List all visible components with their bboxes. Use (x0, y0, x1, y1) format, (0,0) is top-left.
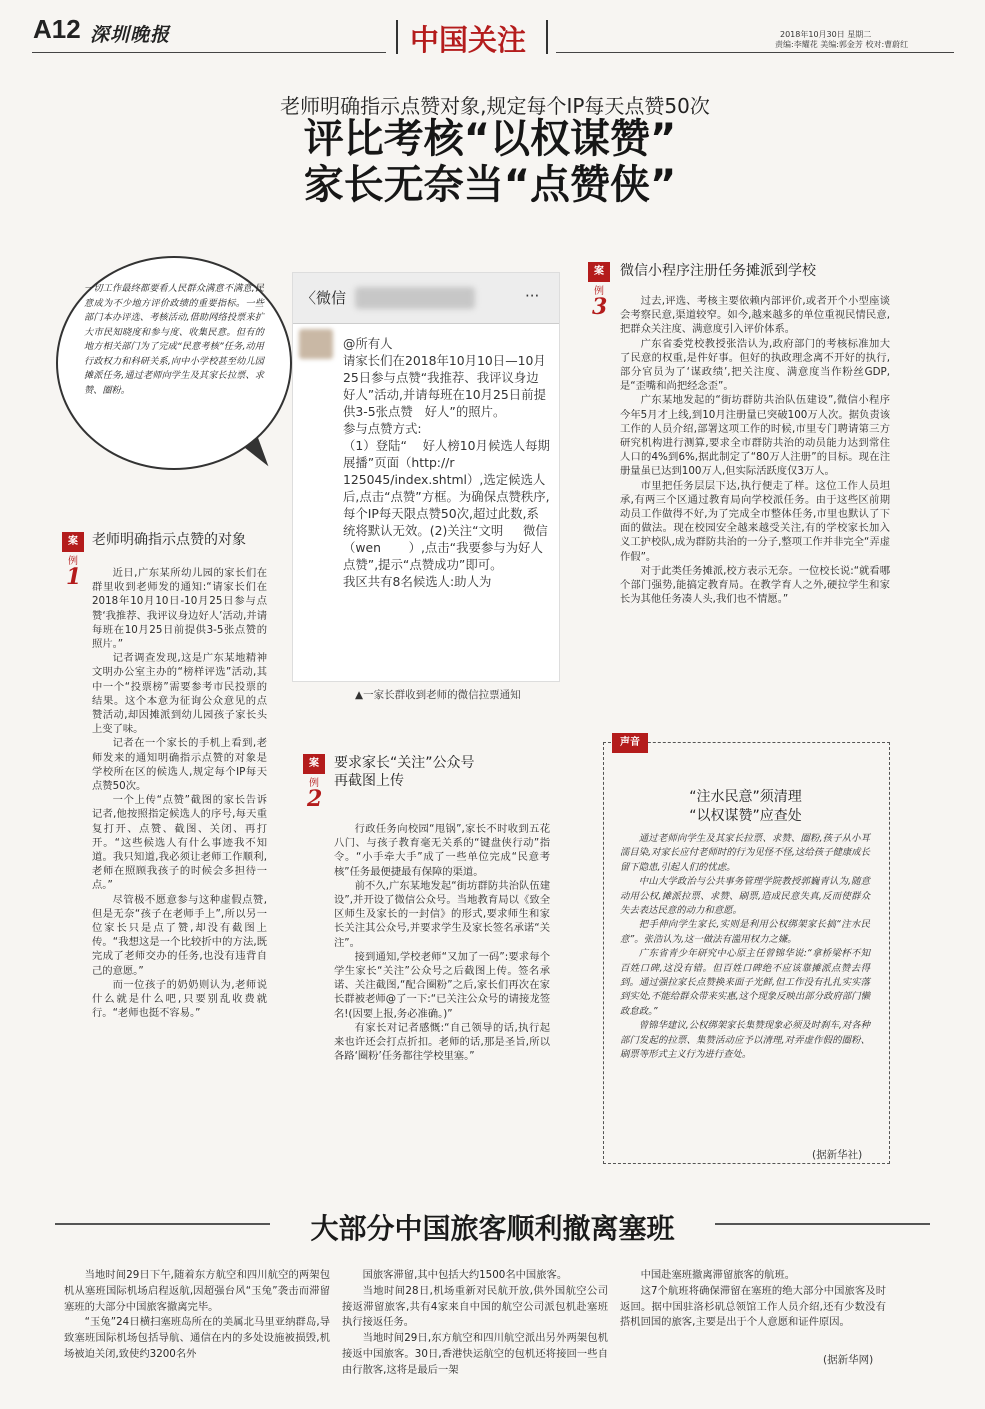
case1-body (92, 566, 267, 1021)
paragraph: 广东省青少年研究中心原主任曾锦华说:“拿桥梁杯不知百姓口碑,这没有错。但百姓口碑绝不应该靠摊派点赞去得到。通过强拉家长点赞换来面子光鲜,但工作没有扎扎实实落到实处,不能给群众带来实惠,这个现象反映出部分政府部门懒政怠政。” (620, 948, 870, 1017)
paragraph: 而一位孩子的奶奶则认为,老师说什么就是什么吧,只要别乱收费就行。“老师也挺不容易。” (92, 978, 267, 1020)
paragraph: 中国赴塞班撤离滞留旅客的航班。 (640, 1269, 796, 1281)
commentary-title (603, 788, 888, 826)
bottom-col-3 (620, 1268, 886, 1331)
wechat-screenshot (292, 272, 560, 682)
case3-body (620, 294, 890, 606)
back-icon: 〈微信 (301, 289, 347, 307)
bottom-headline: 大部分中国旅客顺利撤离塞班 (270, 1207, 715, 1247)
bubble-text: 一切工作最终都要看人民群众满意不满意,民意成为不少地方评价政绩的重要指标。一些部门本办评选、考核活动,借助网络投票来扩大市民知晓度和参与度、收集民意。但有的地方相关部门为了完成“民意考核”任务,动用行政权力和科研关系,向中小学校甚至幼儿园摊派任务,通过老师向学生及其家长拉票、求赞、圈粉。 (84, 283, 264, 396)
paragraph: 国旅客滞留,其中包括大约1500名中国旅客。 (362, 1269, 568, 1281)
case-tag: 案 (303, 754, 325, 774)
case-number: 1 (66, 564, 82, 590)
case-tag-sub: 例 (309, 778, 319, 789)
paragraph: 对于此类任务摊派,校方表示无奈。一位校长说:“就看哪个部门强势,能搞定教育局。在教学育人之外,硬拉学生和家长为其他任务凑人头,我们也不情愿。” (620, 564, 890, 606)
paragraph: 把手伸向学生家长,实则是利用公权绑架家长搞“注水民意”。张浩认为,这一做法有滥用权力之嫌。 (620, 919, 870, 945)
main-headline (140, 116, 840, 208)
commentary-title-line: “注水民意”须清理 (689, 789, 802, 805)
headline-line: 评比考核“以权谋赞” (303, 116, 677, 162)
case-number: 3 (592, 294, 608, 320)
case2-body (334, 822, 550, 1063)
photo-caption: ▲一家长群收到老师的微信拉票通知 (355, 689, 521, 701)
paragraph: 近日,广东某所幼儿园的家长们在群里收到老师发的通知:“请家长们在2018年10月10日-10月25日参与点赞‘我推荐、我评议身边好人’活动,并请每班在10月25日前提供3-5张点赞的照片。” (92, 567, 267, 651)
paragraph: 通过老师向学生及其家长拉票、求赞、圈粉,孩子从小耳濡目染,对家长应付老师时的行为见怪不怪,这给孩子健康成长留下隐患,引起人们的忧虑。 (620, 833, 870, 873)
paragraph: 当地时间28日,机场重新对民航开放,供外国航空公司接返滞留旅客,共有4家来自中国的航空公司派包机赴塞班执行接返任务。 (342, 1284, 608, 1329)
source-credit: (据新华社) (812, 1149, 863, 1161)
case-tag: 案 (62, 532, 84, 552)
paragraph: 行政任务向校园“甩锅”,家长不时收到五花八门、与孩子教育毫无关系的“键盘侠行动”指令。“小手牵大手”成了一些单位完成“民意考核”任务最便捷最有保障的渠道。 (334, 823, 550, 878)
bottom-col-2 (342, 1268, 608, 1379)
case-tag: 案 (588, 262, 610, 282)
case-title: 微信小程序注册任务摊派到学校 (620, 263, 816, 279)
paragraph: “玉兔”24日横扫塞班岛所在的美属北马里亚纳群岛,导致塞班国际机场包括导航、通信在内的多处设施被损毁,机场被迫关闭,致使约3200名外 (64, 1316, 330, 1360)
headline-line: 家长无奈当“点赞侠” (303, 162, 677, 208)
paragraph: 尽管极不愿意参与这种虚假点赞,但是无奈“孩子在老师手上”,所以另一位家长只是点了赞,却没有截图上传。“我想这是一个比较折中的方法,既完成了老师交办的任务,也没有违背自己的意愿。” (92, 893, 267, 977)
section-title: 中国关注 (410, 23, 527, 57)
paragraph: 过去,评选、考核主要依赖内部评价,或者开个小型座谈会考察民意,渠道较窄。如今,越来越多的单位重视民情民意,把群众关注度、满意度引入评价体系。 (620, 295, 890, 336)
paragraph: 记者在一个家长的手机上看到,老师发来的通知明确指示点赞的对象是学校所在区的候选人,规定每个IP每天点赞50次。 (92, 737, 267, 793)
header-divider (546, 20, 548, 54)
paragraph: 当地时间29日,东方航空和四川航空派出另外两架包机接返中国旅客。30日,香港快运航空的包机还将接回一些自由行散客,这将是最后一架 (342, 1332, 608, 1376)
paragraph: 接到通知,学校老师“又加了一码”:要求每个学生家长“关注”公众号之后截图上传。签名承诺、关注截图,“配合圈粉”之后,家长们再次在家长群被老师@了一下:“已关注公众号的请接龙签名!(因要上报,务必准确。)” (334, 950, 550, 1020)
paragraph: 一个上传“点赞”截图的家长告诉记者,他按照指定候选人的序号,每天重复打开、点赞、截图、关闭、再打开。“这些候选人有什么事迹我不知道。我只知道,我必须让老师工作顺利,老师在照顾我孩子的时候会多担待一点。” (92, 794, 267, 892)
editor-credits: 责编:李耀花 美编:郭金芳 校对:曹蔚红 (775, 40, 909, 49)
header-rule-right (556, 52, 954, 53)
headline-kicker: 老师明确指示点赞对象,规定每个IP每天点赞50次 (280, 94, 710, 118)
case-tag-sub: 例 (594, 286, 604, 297)
paragraph: 有家长对记者感慨:“自己领导的话,执行起来也许还会打点折扣。老师的话,那是圣旨,所以各路‘圈粉’任务都往学校里塞。” (334, 1021, 550, 1063)
blurred-chat-name (355, 287, 475, 309)
paragraph: 这7个航班将确保滞留在塞班的绝大部分中国旅客及时返回。据中国驻洛杉矶总领馆工作人员介绍,还有少数没有搭机回国的旅客,主要是出于个人意愿和证件原因。 (620, 1284, 886, 1329)
paragraph: 前不久,广东某地发起“街坊群防共治队伍建设”,并开设了微信公众号。当地教育局以《致全区师生及家长的一封信》的形式,要求师生和家长关注其公众号,并要求学生及家长签名承诺“关注”。 (334, 879, 550, 949)
chat-message: @所有人 请家长们在2018年10月10日—10月25日参与点赞“我推荐、我评议身边好人”活动,并请每班在10月25日前提供3-5张点赞 好人”的照片。 参与点赞方式: （1）登陆“ 好人榜10月候选人每期展播”页面（http://r 125045/index.shtml）,选定候选人后,点击“点赞”方框。为确保点赞秩序,每个IP每天限点赞50次,超过此数,系统将默认无效。(2)关注“文明 微信（wen ）,点击“我要参与为好人点赞”,提示“点赞成功”即可。 我区共有8名候选人:助人为 (343, 336, 550, 589)
paragraph: 广东某地发起的“街坊群防共治队伍建设”,微信小程序今年5月才上线,到10月注册量已突破100万人次。据负责该工作的人员介绍,部署这项工作的时候,市里专门聘请第三方研究机构进行测算,要求全市群防共治的动员能力达到常住人口的4%到6%,据此制定了“80万人注册”的目标。现在注册量虽已达到100万人,但实际活跃度仅3万人。 (620, 394, 890, 478)
case-title: 老师明确指示点赞的对象 (92, 532, 246, 548)
case-title-line: 要求家长“关注”公众号 (334, 755, 475, 771)
commentary-body (620, 832, 870, 1063)
more-icon: ··· (525, 287, 540, 305)
paragraph: 当地时间29日下午,随着东方航空和四川航空的两架包机从塞班国际机场启程返航,因超强台风“玉兔”袭击而滞留塞班的大部分中国旅客撤离完毕。 (64, 1269, 330, 1313)
paragraph: 曾锦华建议,公权绑架家长集赞现象必须及时刹车,对各种部门发起的拉票、集赞活动应予以清理,对弄虚作假的圈粉、刷票等形式主义行为进行查处。 (620, 1020, 870, 1061)
newspaper-logo: 深圳晚报 (90, 24, 171, 46)
paragraph: 记者调查发现,这是广东某地精神文明办公室主办的“榜样评选”活动,其中一个“投票榜”需要参考市民投票的结果。这个本意为征询公众意见的点赞活动,却因摊派到幼儿园孩子家长头上变了味。 (92, 652, 267, 736)
page-number: A12 (33, 14, 81, 44)
source-credit: (据新华网) (823, 1354, 874, 1366)
header-divider (396, 20, 398, 54)
paragraph: 广东省委党校教授张浩认为,政府部门的考核标准加大了民意的权重,是件好事。但好的执政理念离不开好的执行,部分官员为了‘谋政绩’,把关注度、满意度当作粉丝GDP,是“歪嘴和尚把经念歪”。 (620, 337, 890, 393)
case-number: 2 (307, 786, 323, 812)
paragraph: 中山大学政治与公共事务管理学院教授郭巍青认为,随意动用公权,摊派拉票、求赞、刷票,造成民意失真,反而使群众失去表达民意的动力和意愿。 (620, 876, 870, 917)
case-title-line: 再截图上传 (334, 773, 404, 789)
commentary-title-line: “以权谋赞”应查处 (689, 808, 802, 824)
issue-date: 2018年10月30日 星期二 (780, 30, 872, 39)
voice-tag: 声音 (612, 733, 648, 753)
case-tag-sub: 例 (68, 556, 78, 567)
paragraph: 市里把任务层层下达,执行便走了样。这位工作人员坦承,有两三个区通过教育局向学校派任务。由于这些区前期动员工作做得不好,为了完成全市整体任务,市里也默认了下面的做法。现在校园安全越来越受关注,有的学校家长加入义工护校队,成为群防共治的一分子,整项工作并非完全“弄虚作假”。 (620, 479, 890, 563)
wechat-title-bar (293, 273, 559, 324)
header-rule-left (32, 52, 386, 53)
bottom-col-1 (64, 1268, 330, 1363)
avatar (299, 329, 333, 359)
case-title (334, 754, 475, 790)
